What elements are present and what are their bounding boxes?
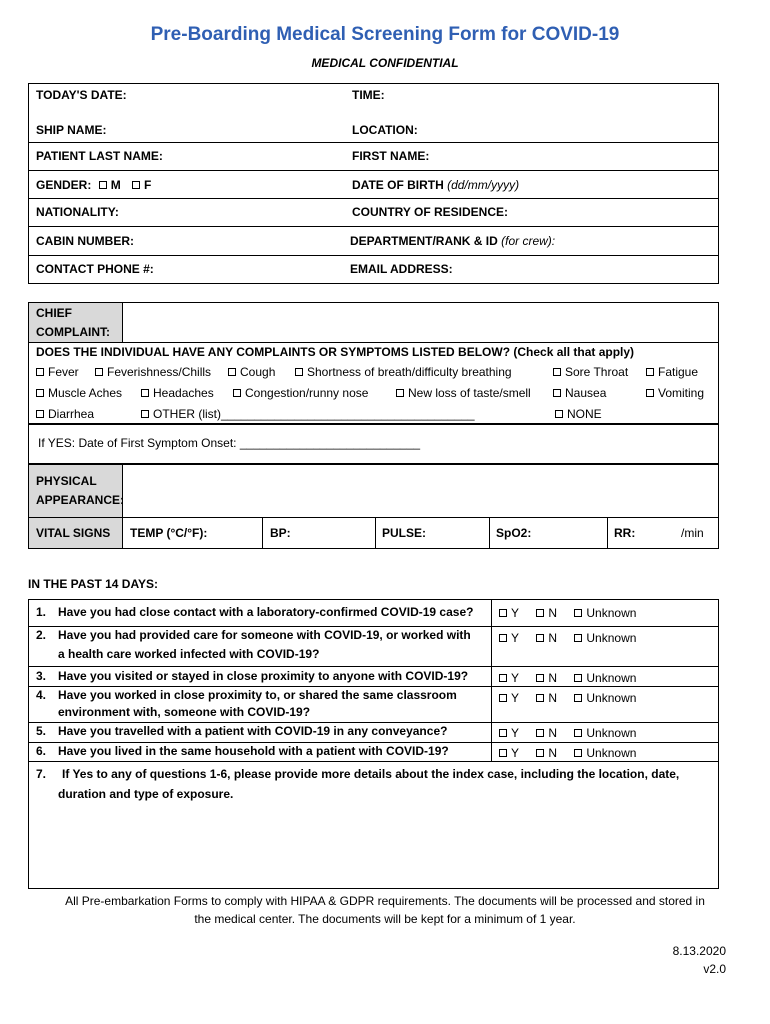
symptom-feverishness[interactable]: [95, 365, 211, 379]
no-checkbox[interactable]: [536, 634, 544, 642]
question-number: 2.: [36, 628, 47, 642]
yes-label: Y: [511, 671, 520, 685]
divider: [28, 198, 719, 199]
gender-m-checkbox[interactable]: [99, 181, 107, 189]
yes-checkbox[interactable]: [499, 694, 507, 702]
symptom-nausea[interactable]: [553, 386, 606, 400]
gender-f-checkbox[interactable]: [132, 181, 140, 189]
yes-checkbox[interactable]: [499, 729, 507, 737]
headaches-label: Headaches: [153, 386, 214, 400]
chief-complaint-input[interactable]: [122, 302, 719, 343]
no-label: N: [548, 606, 558, 620]
divider: [375, 517, 376, 549]
fever-checkbox[interactable]: [36, 368, 44, 376]
unknown-label: Unknown: [586, 631, 637, 645]
sore-throat-label: Sore Throat: [565, 365, 629, 379]
muscle-checkbox[interactable]: [36, 389, 44, 397]
sore-throat-checkbox[interactable]: [553, 368, 561, 376]
question-text-cont: a health care worked infected with COVID-19?: [58, 647, 320, 661]
symptom-sore-throat[interactable]: [553, 365, 628, 379]
physical-label-1: PHYSICAL: [36, 474, 97, 488]
question-number: 5.: [36, 724, 47, 738]
no-checkbox[interactable]: [536, 694, 544, 702]
diarrhea-label: Diarrhea: [48, 407, 95, 421]
question-text: Have you lived in the same household with a patient with COVID-19?: [58, 744, 449, 758]
none-checkbox[interactable]: [555, 410, 563, 418]
vomiting-checkbox[interactable]: [646, 389, 654, 397]
todays-date-label[interactable]: TODAY'S DATE:: [36, 88, 127, 102]
no-label: N: [548, 671, 558, 685]
symptom-other[interactable]: [141, 407, 475, 421]
department-field[interactable]: [350, 234, 555, 248]
symptom-congestion[interactable]: [233, 386, 368, 400]
divider: [262, 517, 263, 549]
symptom-vomiting[interactable]: [646, 386, 704, 400]
dob-format: (dd/mm/yyyy): [447, 178, 520, 192]
first-name-label[interactable]: FIRST NAME:: [352, 149, 430, 163]
cough-checkbox[interactable]: [228, 368, 236, 376]
vomiting-label: Vomiting: [658, 386, 705, 400]
symptom-diarrhea[interactable]: [36, 407, 94, 421]
divider: [28, 170, 719, 171]
bp-field[interactable]: BP:: [270, 526, 291, 540]
location-label[interactable]: LOCATION:: [352, 123, 418, 137]
compliance-note: [28, 892, 742, 928]
pulse-field[interactable]: PULSE:: [382, 526, 427, 540]
question-number: 7.: [36, 767, 47, 781]
muscle-label: Muscle Aches: [48, 386, 123, 400]
nausea-checkbox[interactable]: [553, 389, 561, 397]
unknown-label: Unknown: [586, 691, 637, 705]
department-note: (for crew): [501, 234, 552, 248]
taste-checkbox[interactable]: [396, 389, 404, 397]
answers-q4: [499, 691, 636, 705]
yes-checkbox[interactable]: [499, 749, 507, 757]
yes-checkbox[interactable]: [499, 674, 507, 682]
rr-field[interactable]: RR:: [614, 526, 636, 540]
version-info: [673, 942, 726, 978]
spo2-field[interactable]: SpO2:: [496, 526, 532, 540]
question-text: Have you had close contact with a laboratory-confirmed COVID-19 case?: [58, 605, 474, 619]
question-text: If Yes to any of questions 1-6, please provide more details about the index case, including the location, date,: [62, 767, 680, 781]
country-label[interactable]: COUNTRY OF RESIDENCE:: [352, 205, 509, 219]
yes-label: Y: [511, 691, 520, 705]
phone-label[interactable]: CONTACT PHONE #:: [36, 262, 154, 276]
symptom-cough[interactable]: [228, 365, 275, 379]
yes-label: Y: [511, 746, 520, 760]
shortness-checkbox[interactable]: [295, 368, 303, 376]
rr-unit: /min: [681, 526, 704, 540]
answers-q2: [499, 631, 636, 645]
unknown-checkbox[interactable]: [574, 729, 582, 737]
question-text: Have you travelled with a patient with COVID-19 in any conveyance?: [58, 724, 448, 738]
yes-label: Y: [511, 631, 520, 645]
compliance-line-2: the medical center. The documents will be kept for a minimum of 1 year.: [194, 912, 576, 926]
taste-label: New loss of taste/smell: [408, 386, 531, 400]
yes-label: Y: [511, 726, 520, 740]
no-checkbox[interactable]: [536, 609, 544, 617]
diarrhea-checkbox[interactable]: [36, 410, 44, 418]
version-date: 8.13.2020: [672, 944, 726, 958]
divider: [28, 142, 719, 143]
unknown-label: Unknown: [586, 746, 637, 760]
divider: [491, 599, 492, 761]
no-checkbox[interactable]: [536, 674, 544, 682]
question-text: Have you visited or stayed in close proximity to anyone with COVID-19?: [58, 669, 469, 683]
question-number: 6.: [36, 744, 47, 758]
no-label: N: [548, 746, 558, 760]
fatigue-label: Fatigue: [658, 365, 699, 379]
time-label[interactable]: TIME:: [352, 88, 385, 102]
divider: [28, 226, 719, 227]
unknown-checkbox[interactable]: [574, 674, 582, 682]
no-label: N: [548, 726, 558, 740]
feverishness-label: Feverishness/Chills: [107, 365, 212, 379]
symptom-headaches[interactable]: [141, 386, 214, 400]
gender-m-label: M: [110, 178, 121, 192]
fever-label: Fever: [48, 365, 79, 379]
fatigue-checkbox[interactable]: [646, 368, 654, 376]
physical-input[interactable]: [122, 464, 719, 518]
physical-label-2: APPEARANCE:: [36, 493, 125, 507]
compliance-line-1: All Pre-embarkation Forms to comply with HIPAA & GDPR requirements. The documents will be processed and stored in: [65, 894, 705, 908]
question-text: Have you had provided care for someone with COVID-19, or worked with: [58, 628, 471, 642]
unknown-label: Unknown: [586, 671, 637, 685]
onset-field[interactable]: If YES: Date of First Symptom Onset: ___________________________: [38, 436, 421, 450]
unknown-checkbox[interactable]: [574, 634, 582, 642]
email-label[interactable]: EMAIL ADDRESS:: [350, 262, 453, 276]
symptom-question: DOES THE INDIVIDUAL HAVE ANY COMPLAINTS OR SYMPTOMS LISTED BELOW? (Check all that apply): [36, 345, 635, 359]
dob-field[interactable]: [352, 178, 519, 192]
gender-f-label: F: [144, 178, 152, 192]
cabin-label[interactable]: CABIN NUMBER:: [36, 234, 134, 248]
divider: [28, 255, 719, 256]
unknown-label: Unknown: [586, 726, 637, 740]
question-text: Have you worked in close proximity to, or shared the same classroom: [58, 688, 457, 702]
version-number: v2.0: [703, 962, 726, 976]
nausea-label: Nausea: [565, 386, 607, 400]
no-label: N: [548, 631, 558, 645]
cough-label: Cough: [240, 365, 276, 379]
yes-checkbox[interactable]: [499, 634, 507, 642]
symptom-fatigue[interactable]: [646, 365, 698, 379]
answers-q3: [499, 671, 636, 685]
temp-field[interactable]: TEMP (°C/°F):: [130, 526, 208, 540]
no-checkbox[interactable]: [536, 749, 544, 757]
past-14-days-heading: IN THE PAST 14 DAYS:: [28, 577, 159, 591]
no-label: N: [548, 691, 558, 705]
symptom-taste[interactable]: [396, 386, 531, 400]
physical-label-cell: [28, 464, 123, 518]
department-label: DEPARTMENT/RANK & ID: [350, 234, 498, 248]
gender-field: [36, 178, 151, 192]
dob-label: DATE OF BIRTH: [352, 178, 444, 192]
yes-label: Y: [511, 606, 520, 620]
question-text-cont: duration and type of exposure.: [58, 787, 234, 801]
other-label: OTHER (list)______________________________________: [153, 407, 475, 421]
shortness-label: Shortness of breath/difficulty breathing: [307, 365, 512, 379]
department-colon: :: [551, 234, 556, 248]
unknown-checkbox[interactable]: [574, 609, 582, 617]
form-subtitle: MEDICAL CONFIDENTIAL: [311, 56, 459, 70]
question-number: 3.: [36, 669, 47, 683]
symptom-none[interactable]: [555, 407, 602, 421]
vitals-label: VITAL SIGNS: [36, 526, 111, 540]
chief-label-1: CHIEF: [36, 306, 72, 320]
divider: [607, 517, 608, 549]
headaches-checkbox[interactable]: [141, 389, 149, 397]
answers-q5: [499, 726, 636, 740]
ship-name-label[interactable]: SHIP NAME:: [36, 123, 107, 137]
feverishness-checkbox[interactable]: [95, 368, 103, 376]
other-checkbox[interactable]: [141, 410, 149, 418]
unknown-checkbox[interactable]: [574, 694, 582, 702]
symptom-shortness[interactable]: [295, 365, 512, 379]
form-title: Pre-Boarding Medical Screening Form for COVID-19: [150, 24, 620, 45]
unknown-checkbox[interactable]: [574, 749, 582, 757]
chief-label-2: COMPLAINT:: [36, 325, 110, 339]
none-label: NONE: [567, 407, 602, 421]
divider: [489, 517, 490, 549]
nationality-label[interactable]: NATIONALITY:: [36, 205, 119, 219]
symptom-muscle[interactable]: [36, 386, 122, 400]
divider: [28, 761, 719, 762]
unknown-label: Unknown: [586, 606, 637, 620]
answers-q6: [499, 746, 636, 760]
congestion-label: Congestion/runny nose: [245, 386, 369, 400]
question-number: 4.: [36, 688, 47, 702]
question-text-cont: environment with, someone with COVID-19?: [58, 705, 311, 719]
symptom-fever[interactable]: [36, 365, 79, 379]
last-name-label[interactable]: PATIENT LAST NAME:: [36, 149, 163, 163]
congestion-checkbox[interactable]: [233, 389, 241, 397]
no-checkbox[interactable]: [536, 729, 544, 737]
yes-checkbox[interactable]: [499, 609, 507, 617]
answers-q1: [499, 606, 636, 620]
question-number: 1.: [36, 605, 47, 619]
gender-label: GENDER:: [36, 178, 92, 192]
